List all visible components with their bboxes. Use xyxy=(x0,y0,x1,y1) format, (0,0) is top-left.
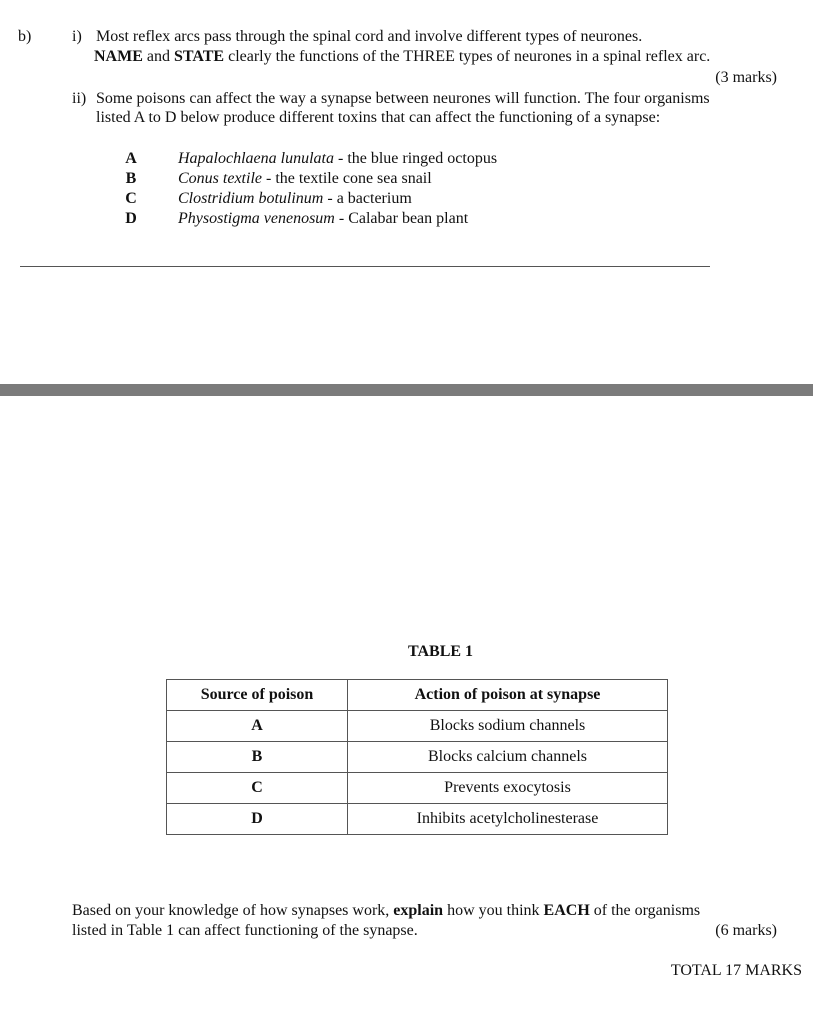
question-i-line2 xyxy=(94,47,710,66)
table-cell-action: Inhibits acetylcholinesterase xyxy=(348,804,668,835)
total-marks: TOTAL 17 MARKS xyxy=(670,962,802,979)
organism-letter: D xyxy=(125,210,137,227)
table-cell-source: A xyxy=(167,711,348,742)
organism-common-name: - a bacterium xyxy=(323,190,412,207)
organism-letter: C xyxy=(125,190,137,207)
organism-species: Clostridium botulinum xyxy=(178,190,324,207)
organism-letter: B xyxy=(125,170,137,187)
organism-common-name: - Calabar bean plant xyxy=(334,210,469,227)
q1-line2-and: and xyxy=(142,48,174,65)
question-ii-number: ii) xyxy=(72,90,87,107)
question-explain-marks: (6 marks) xyxy=(715,922,777,939)
organism-description xyxy=(178,189,412,208)
q3-line1-end: of the organisms xyxy=(589,902,701,919)
poison-table xyxy=(166,679,668,835)
table-cell-source: C xyxy=(167,773,348,804)
table-cell-action: Blocks sodium channels xyxy=(348,711,668,742)
organism-description xyxy=(178,209,468,228)
column-header-action: Action of poison at synapse xyxy=(348,680,668,711)
organism-description xyxy=(178,169,432,188)
column-header-source: Source of poison xyxy=(167,680,348,711)
question-ii-line2: listed A to D below produce different toxins that can affect the functioning of a synapse: xyxy=(96,109,661,126)
table-cell-action: Prevents exocytosis xyxy=(348,773,668,804)
table-header-row xyxy=(167,680,668,711)
organism-species: Physostigma venenosum xyxy=(178,210,335,227)
horizontal-divider xyxy=(20,266,710,267)
page-break-band xyxy=(0,384,813,396)
q1-line2-rest: clearly the functions of the THREE types of neurones in a spinal reflex arc. xyxy=(224,48,711,65)
explain-keyword: explain xyxy=(393,902,444,919)
organism-species: Conus textile xyxy=(178,170,262,187)
q3-line1-mid: how you think xyxy=(443,902,544,919)
question-explain-line2: listed in Table 1 can affect functioning of the synapse. xyxy=(72,922,418,939)
organism-common-name: - the textile cone sea snail xyxy=(261,170,432,187)
organism-description xyxy=(178,149,497,168)
table-row xyxy=(167,742,668,773)
table-title: TABLE 1 xyxy=(408,643,474,660)
question-i-number: i) xyxy=(72,28,82,45)
name-keyword: NAME xyxy=(94,48,143,65)
each-keyword: EACH xyxy=(543,902,590,919)
table-cell-action: Blocks calcium channels xyxy=(348,742,668,773)
part-label: b) xyxy=(18,28,32,45)
organism-common-name: - the blue ringed octopus xyxy=(333,150,498,167)
question-explain-line1 xyxy=(72,901,700,920)
table-cell-source: B xyxy=(167,742,348,773)
question-i-line1: Most reflex arcs pass through the spinal cord and involve different types of neurones. xyxy=(96,28,643,45)
table-cell-source: D xyxy=(167,804,348,835)
q3-line1-start: Based on your knowledge of how synapses work, xyxy=(72,902,394,919)
question-ii-line1: Some poisons can affect the way a synapse between neurones will function. The four organisms xyxy=(96,90,710,107)
table-row xyxy=(167,804,668,835)
organism-letter: A xyxy=(125,150,137,167)
question-i-marks: (3 marks) xyxy=(715,69,777,86)
organism-species: Hapalochlaena lunulata xyxy=(178,150,334,167)
table-row xyxy=(167,773,668,804)
state-keyword: STATE xyxy=(174,48,225,65)
table-row xyxy=(167,711,668,742)
